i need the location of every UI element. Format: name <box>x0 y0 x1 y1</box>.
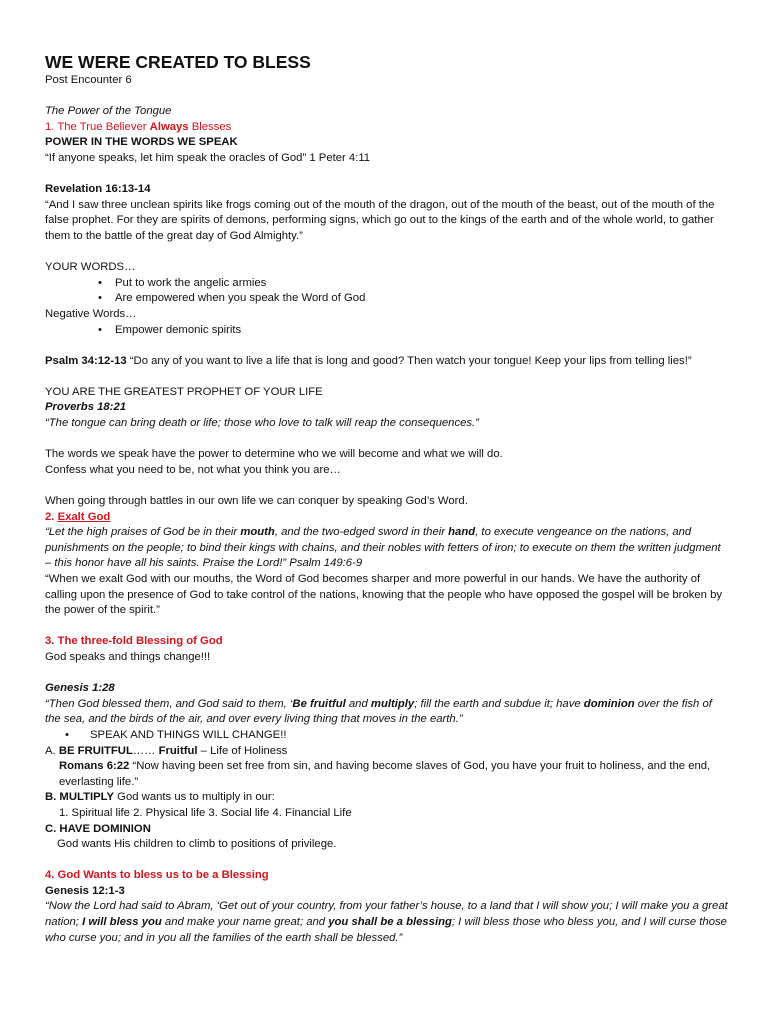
exalt-quote <box>45 525 728 572</box>
quote-part: ; I will bless those who bless you, and I will curse those who curse you; and in you all the families of the earth shall be blessed.” <box>45 916 727 944</box>
quote-emphasis: I will bless you <box>82 916 162 929</box>
list-item: • Are empowered when you speak the Word of God <box>45 291 728 307</box>
dominion-line: C. HAVE DOMINION <box>45 822 151 835</box>
section-4-heading: 4. God Wants to bless us to be a Blessing <box>45 869 269 882</box>
item-letter: A. <box>45 744 59 757</box>
negative-words-label: Negative Words… <box>45 307 137 320</box>
item-emphasis: Fruitful <box>158 744 198 757</box>
quote-emphasis: Be fruitful <box>292 697 346 710</box>
item-text: – Life of Holiness <box>197 744 288 757</box>
dominion-text: God wants His children to climb to positions of privilege. <box>57 838 337 851</box>
peter-quote: “If anyone speaks, let him speak the oracles of God” 1 Peter 4:11 <box>45 151 371 164</box>
document-title: WE WERE CREATED TO BLESS <box>45 52 311 72</box>
quote-emphasis: dominion <box>583 697 635 710</box>
power-of-tongue-heading: The Power of the Tongue <box>45 105 172 118</box>
section-1-heading-post: Blesses <box>188 120 232 133</box>
psalm-text: “Do any of you want to live a life that is long and good? Then watch your tongue! Keep your lips from telling lies!” <box>126 354 692 367</box>
section-2-number: 2. <box>45 510 58 523</box>
section-2-heading <box>45 510 728 526</box>
romans-paragraph <box>45 759 728 790</box>
quote-part: ; fill the earth and subdue it; have <box>414 697 584 710</box>
battles-line: When going through battles in our own life we can conquer by speaking God’s Word. <box>45 495 468 508</box>
proverbs-reference: Proverbs 18:21 <box>45 401 127 414</box>
section-3-heading: 3. The three-fold Blessing of God <box>45 635 223 648</box>
revelation-text: “And I saw three unclean spirits like frogs coming out of the mouth of the dragon, out of the mouth of the beast, out of the mouth of the false prophet. For they are spirits of demons, performing signs, which go out to the kings of the earth and of the whole world, to gather them to the battle of the great day of God Almighty.” <box>45 198 715 242</box>
quote-emphasis: you shall be a blessing <box>328 916 452 929</box>
multiply-list: 1. Spiritual life 2. Physical life 3. Social life 4. Financial Life <box>59 806 352 819</box>
revelation-reference: Revelation 16:13-14 <box>45 183 151 196</box>
genesis-12-reference: Genesis 12:1-3 <box>45 884 125 897</box>
psalm-reference: Psalm 34:12-13 <box>45 354 127 367</box>
quote-part: , to execute vengeance on the nations, and punishments on the people; to bind their kings with chains, and their nobles with fetters of iron; to execute on them the written judgment – this honor have all his saints. Praise the Lord!” <box>45 526 721 570</box>
quote-emphasis: mouth <box>240 526 275 539</box>
list-item: • Put to work the angelic armies <box>45 276 728 292</box>
document-subtitle: Post Encounter 6 <box>45 74 132 86</box>
quote-emphasis: hand <box>448 526 476 539</box>
section-1-heading <box>45 120 728 136</box>
romans-reference: Romans 6:22 <box>59 760 130 773</box>
confess-line: Confess what you need to be, not what you think you are… <box>45 463 341 476</box>
item-text: God wants us to multiply in our: <box>114 791 275 804</box>
multiply-line <box>45 790 728 806</box>
god-speaks-line: God speaks and things change!!! <box>45 650 211 663</box>
quote-part: , and the two-edged sword in their <box>274 526 449 539</box>
quote-part: and <box>345 697 371 710</box>
genesis-1-text <box>45 697 728 728</box>
quote-emphasis: multiply <box>370 697 415 710</box>
proverbs-text: “The tongue can bring death or life; those who love to talk will reap the consequences.” <box>45 417 479 430</box>
quote-part: over the fish of the sea, and the birds of the air, and over every living thing that moves in the earth.” <box>45 697 712 726</box>
quote-part: “Then God blessed them, and God said to them, ‘ <box>45 697 293 710</box>
exalt-body: “When we exalt God with our mouths, the Word of God becomes sharper and more powerful in our hands. We have the authority of calling upon the presence of God to take control of the nations, knowing that the people who have opposed the gospel will be broken by the power of the spirit.” <box>45 573 723 617</box>
genesis-12-text <box>45 899 728 946</box>
words-power-line: The words we speak have the power to determine who we will become and what we will do. <box>45 448 503 461</box>
power-in-words-subheading: POWER IN THE WORDS WE SPEAK <box>45 136 238 149</box>
section-1-heading-bold: Always <box>149 120 189 133</box>
quote-part: and make your name great; and <box>161 916 329 929</box>
quote-part: “Now the Lord had said to Abram, ‘Get out of your country, from your father’s house, to a land that I will show you; I will make you a great nation; <box>45 900 728 929</box>
item-title: B. MULTIPLY <box>45 791 115 804</box>
speak-change-bullet: • SPEAK AND THINGS WILL CHANGE!! <box>45 728 728 744</box>
romans-text: “Now having been set free from sin, and having become slaves of God, you have your fruit to holiness, and the end, everlasting life.” <box>59 760 711 788</box>
genesis-1-reference: Genesis 1:28 <box>45 682 115 695</box>
item-dots: …… <box>132 744 159 757</box>
item-title: BE FRUITFUL <box>58 744 133 757</box>
quote-reference: Psalm 149:6-9 <box>286 557 363 570</box>
greatest-prophet-line: YOU ARE THE GREATEST PROPHET OF YOUR LIFE <box>45 385 323 398</box>
your-words-label: YOUR WORDS… <box>45 261 136 274</box>
list-item: • Empower demonic spirits <box>45 323 728 339</box>
be-fruitful-line <box>45 744 728 760</box>
quote-part: “Let the high praises of God be in their <box>45 526 241 539</box>
section-1-heading-pre: 1. The True Believer <box>45 120 150 133</box>
psalm-paragraph <box>45 354 728 370</box>
section-2-title: Exalt God <box>57 510 111 523</box>
